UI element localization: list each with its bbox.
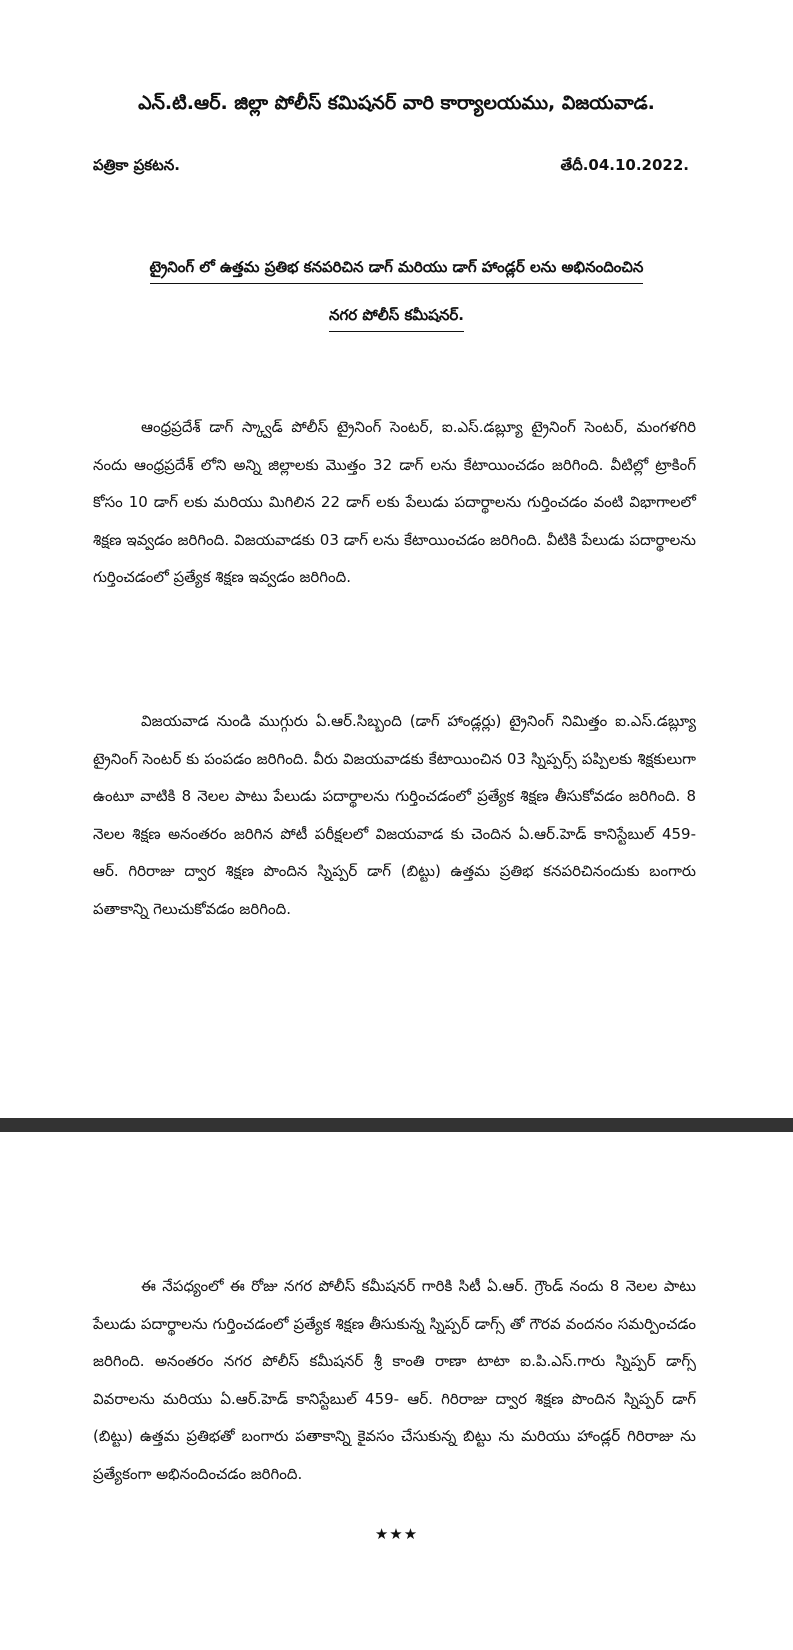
body-paragraph-3: ఈ నేపధ్యంలో ఈ రోజు నగర పోలీస్ కమీషనర్ గారికి సిటీ ఏ.ఆర్. గ్రౌండ్ నందు 8 నెలల పాటు పేలుడు పదార్థాలను గుర్తించడంలో ప్రత్యేక శిక్షణ తీసుకున్న స్నిప్పర్ డాగ్స్ తో గౌరవ వందనం సమర్పించడం జరిగింది. అనంతరం నగర పోలీస్ కమీషనర్ శ్రీ కాంతి రాణా టాటా ఐ.పి.ఎస్.గారు స్నిప్పర్ డాగ్స్ వివరాలను మరియు ఏ.ఆర్.హెడ్ కానిస్టేబుల్ 459- ఆర్. గిరిరాజు ద్వార శిక్షణ పొందిన స్నిప్పర్ డాగ్ (బిట్టు) ఉత్తమ ప్రతిభతో బంగారు పతాకాన్ని కైవసం చేసుకున్న బిట్టు ను మరియు హాండ్లర్ గిరిరాజు ను ప్రత్యేకంగా అభినందించడం జరిగింది. — [93, 1277, 697, 1483]
body-paragraph-2: విజయవాడ నుండి ముగ్గురు ఏ.ఆర్.సిబ్బంది (డాగ్ హాండ్లర్లు) ట్రైనింగ్ నిమిత్తం ఐ.ఎస్.డబ్ల్యూ ట్రైనింగ్ సెంటర్ కు పంపడం జరిగింది. వీరు విజయవాడకు కేటాయించిన 03 స్నిప్పర్స్ పప్పిలకు శిక్షకులుగా ఉంటూ వాటికి 8 నెలల పాటు పేలుడు పదార్థాలను గుర్తించడంలో ప్రత్యేక శిక్షణ తీసుకోవడం జరిగింది. 8 నెలల శిక్షణ అనంతరం జరిగిన పోటీ పరీక్షలలో విజయవాడ కు చెందిన ఏ.ఆర్.హెడ్ కానిస్టేబుల్ 459- ఆర్. గిరిరాజు ద్వార శిక్షణ పొందిన స్నిప్పర్ డాగ్ (బిట్టు) ఉత్తమ ప్రతిభ కనపరిచినందుకు బంగారు పతాకాన్ని గెలుచుకోవడం జరిగింది. — [93, 712, 696, 918]
end-mark: ★★★ — [374, 1525, 419, 1543]
body-paragraph-1: ఆంధ్రప్రదేశ్ డాగ్ స్క్వాడ్ పోలీస్ ట్రైనింగ్ సెంటర్, ఐ.ఎస్.డబ్ల్యూ ట్రైనింగ్ సెంటర్, మంగళగిరి నందు ఆంధ్రప్రదేశ్ లోని అన్ని జిల్లాలకు మొత్తం 32 డాగ్ లను కేటాయించడం జరిగింది. వీటిల్లో ట్రాకింగ్ కోసం 10 డాగ్ లకు మరియు మిగిలిన 22 డాగ్ లకు పేలుడు పదార్థాలను గుర్తించడం వంటి విభాగాలలో శిక్షణ ఇవ్వడం జరిగింది. విజయవాడకు 03 డాగ్ లను కేటాయించడం జరిగింది. వీటికి పేలుడు పదార్థాలను గుర్తించడంలో ప్రత్యేక శిక్షణ ఇవ్వడం జరిగింది. — [93, 418, 696, 586]
press-release-label: పత్రికా ప్రకటన. — [93, 156, 180, 174]
page-separator — [0, 1118, 793, 1132]
headline-line-2: నగర పోలీస్ కమీషనర్. — [329, 306, 464, 332]
office-title: ఎన్.టి.ఆర్. జిల్లా పోలీస్ కమిషనర్ వారి కార్యాలయము, విజయవాడ. — [138, 92, 655, 114]
headline-line-1: ట్రైనింగ్ లో ఉత్తమ ప్రతిభ కనపరిచిన డాగ్ మరియు డాగ్ హాండ్లర్ లను అభినందించిన — [150, 258, 644, 284]
headline — [0, 258, 793, 332]
release-date: తేదీ.04.10.2022. — [560, 156, 689, 174]
